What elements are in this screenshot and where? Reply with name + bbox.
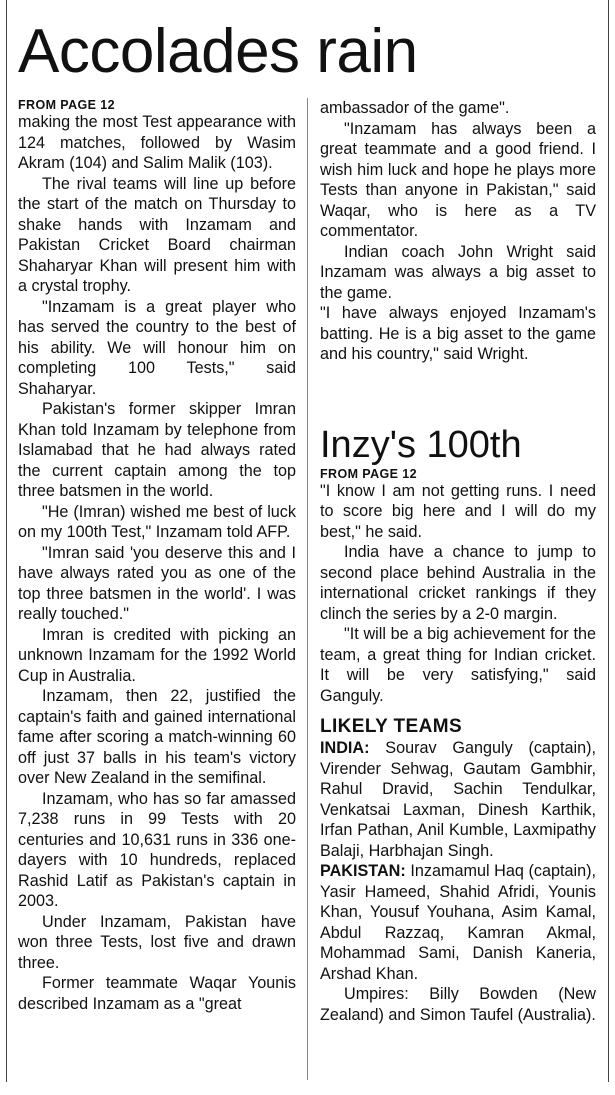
paragraph: The rival teams will line up before the start of the match on Thursday to shake hands with Inzamam and Pakistan Cricket Board chairman Shaharyar Khan will present him with a crystal trophy. (18, 174, 296, 295)
paragraph: Imran is credited with picking an unknown Inzamam for the 1992 World Cup in Australia. (18, 625, 296, 685)
headline: Accolades rain (18, 17, 418, 86)
paragraph: "It will be a big achievement for the team, a great thing for Indian cricket. It will be very satisfying," said Ganguly. (320, 625, 596, 705)
paragraph: Inzamam, then 22, justified the captain's faith and gained international fame after scoring a match-winning 60 off just 37 balls in his team's victory over New Zealand in the semifinal. (18, 687, 296, 787)
india-label: INDIA: (320, 739, 370, 757)
paragraph: making the most Test appearance with 124 matches, followed by Wasim Akram (104) and Salim Malik (103). (18, 113, 296, 172)
paragraph: "Inzamam has always been a great teammate and a good friend. I wish him luck and hope he plays more Tests than anyone in Pakistan," said Waqar, who is here as a TV commentator. (320, 119, 596, 240)
pakistan-players: Inzamamul Haq (captain), Yasir Hameed, Shahid Afridi, Younis Khan, Yousuf Youhana, Asim Kamal, Abdul Razzaq, Kamran Akmal, Mohammad Sami, Danish Kaneria, Arshad Khan. (320, 862, 596, 983)
paragraph: "He (Imran) wished me best of luck on my 100th Test," Inzamam told AFP. (18, 502, 296, 541)
subhead: Inzy's 100th (320, 423, 522, 466)
paragraph: Pakistan's former skipper Imran Khan told Inzamam by telephone from Islamabad that he had always rated the current captain among the top three batsmen in the world. (18, 400, 296, 500)
paragraph: Indian coach John Wright said Inzamam was always a big asset to the game. (320, 242, 596, 302)
left-column (18, 98, 296, 1014)
from-page-label: FROM PAGE 12 (18, 98, 115, 112)
pakistan-label: PAKISTAN: (320, 862, 406, 880)
paragraph: "Inzamam is a great player who has served the country to the best of his ability. We will honour him on completing 100 Tests," said Shaharyar. (18, 297, 296, 398)
paragraph: Inzamam, who has so far amassed 7,238 runs in 99 Tests with 20 centuries and 10,631 runs in 336 one-dayers with 10 hundreds, replaced Rashid Latif as Pakistan's captain in 2003. (18, 789, 296, 910)
india-players: Sourav Ganguly (captain), Virender Sehwag, Gautam Gambhir, Rahul Dravid, Sachin Tendulkar, Venkatsai Laxman, Dinesh Karthik, Irfan Pathan, Anil Kumble, Laxmipathy Balaji, Harbhajan Singh. (320, 739, 596, 860)
paragraph: India have a chance to jump to second place behind Australia in the international cricket rankings if they clinch the series by a 2-0 margin. (320, 543, 596, 623)
right-column (320, 98, 596, 1025)
paragraph: "I have always enjoyed Inzamam's batting. He is a big asset to the game and his country," said Wright. (320, 304, 596, 363)
pakistan-team (320, 861, 596, 984)
paragraph: ambassador of the game". (320, 99, 510, 117)
umpires: Umpires: Billy Bowden (New Zealand) and Simon Taufel (Australia). (320, 985, 596, 1024)
column-divider (307, 98, 308, 1080)
paragraph: "Imran said 'you deserve this and I have always rated you as one of the top three batsmen in the world'. I was really touched." (18, 543, 296, 623)
india-team (320, 738, 596, 861)
paragraph: "I know I am not getting runs. I need to score big here and I will do my best," he said. (320, 481, 596, 541)
from-page-label: FROM PAGE 12 (320, 466, 417, 481)
paragraph: Under Inzamam, Pakistan have won three Tests, lost five and drawn three. (18, 912, 296, 972)
teams-heading: LIKELY TEAMS (320, 716, 463, 737)
paragraph: Former teammate Waqar Younis described Inzamam as a "great (18, 974, 296, 1013)
